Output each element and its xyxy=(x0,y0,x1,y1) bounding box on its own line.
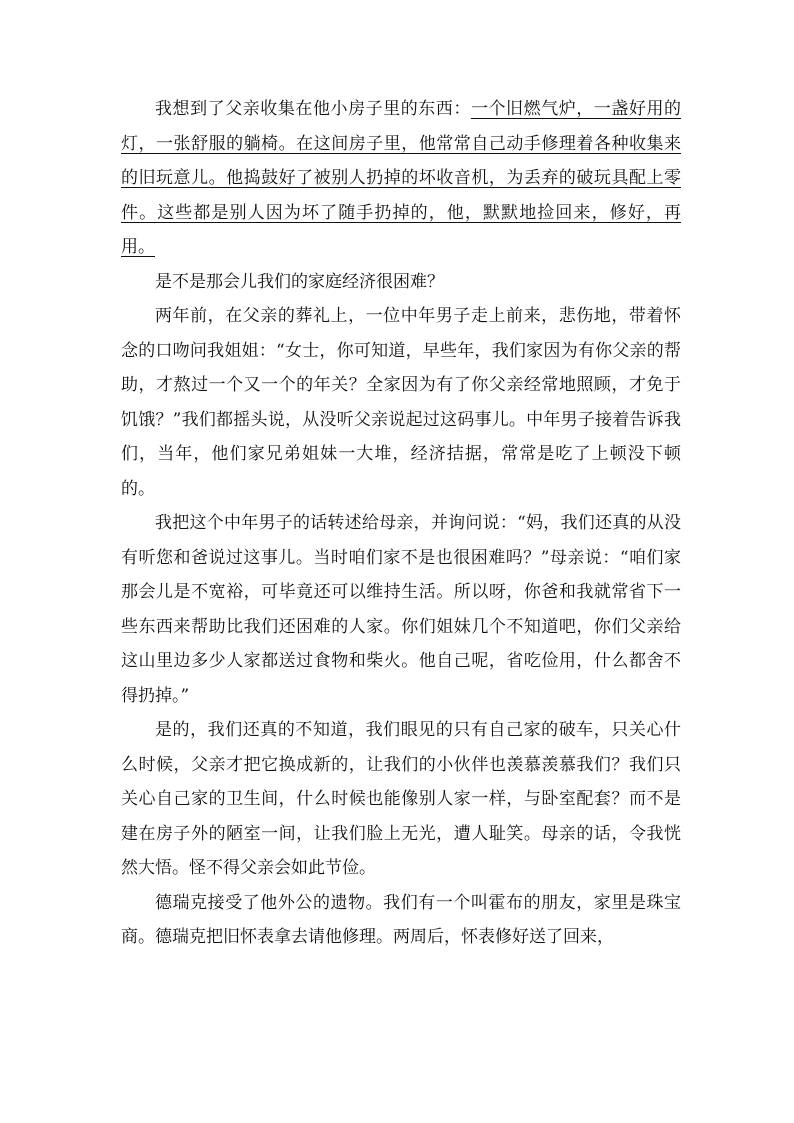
paragraph-realization: 是的，我们还真的不知道，我们眼见的只有自己家的破车，只关心什么时候，父亲才把它换成新的，让我们的小伙伴也羡慕羡慕我们？我们只关心自己家的卫生间，什么时候也能像别人家一样，与卧室配套？而不是建在房子外的陋室一间，让我们脸上无光，遭人耻笑。母亲的话，令我恍然大悟。怪不得父亲会如此节俭。 xyxy=(121,720,681,878)
paragraph-father-collection xyxy=(121,92,681,265)
paragraph-derek: 德瑞克接受了他外公的遗物。我们有一个叫霍布的朋友，家里是珠宝商。德瑞克把旧怀表拿去请他修理。两周后，怀表修好送了回来， xyxy=(121,892,681,947)
paragraph-question: 是不是那会儿我们的家庭经济很困难？ xyxy=(155,271,444,292)
underlined-passage: 一个旧燃气炉，一盏好用的灯，一张舒服的躺椅。在这间房子里，他常常自己动手修理着各种收集来的旧玩意儿。他捣鼓好了被别人扔掉的坏收音机，为丢弃的破玩具配上零件。这些都是别人因为坏了随手扔掉的，他，默默地捡回来，修好，再用。 xyxy=(121,99,682,257)
paragraph-lead: 我想到了父亲收集在他小房子里的东西： xyxy=(155,99,471,119)
paragraph-mother: 我把这个中年男子的话转述给母亲，并询问说：“妈，我们还真的从没有听您和爸说过这事儿。当时咱们家不是也很困难吗？”母亲说：“咱们家那会儿是不宽裕，可毕竟还可以维持生活。所以呀，你爸和我就常省下一些东西来帮助比我们还困难的人家。你们姐妹几个不知道吧，你们父亲给这山里边多少人家都送过食物和柴火。他自己呢，省吃俭用，什么都舍不得扔掉。” xyxy=(121,513,681,706)
paragraph-funeral: 两年前，在父亲的葬礼上，一位中年男子走上前来，悲伤地，带着怀念的口吻问我姐姐：“女士，你可知道，早些年，我们家因为有你父亲的帮助，才熬过一个又一个的年关？全家因为有了你父亲经常地照顾，才免于饥饿？”我们都摇头说，从没听父亲说起过这码事儿。中年男子接着告诉我们，当年，他们家兄弟姐妹一大堆，经济拮据，常常是吃了上顿没下顿的。 xyxy=(121,306,681,499)
body-text xyxy=(121,92,681,955)
